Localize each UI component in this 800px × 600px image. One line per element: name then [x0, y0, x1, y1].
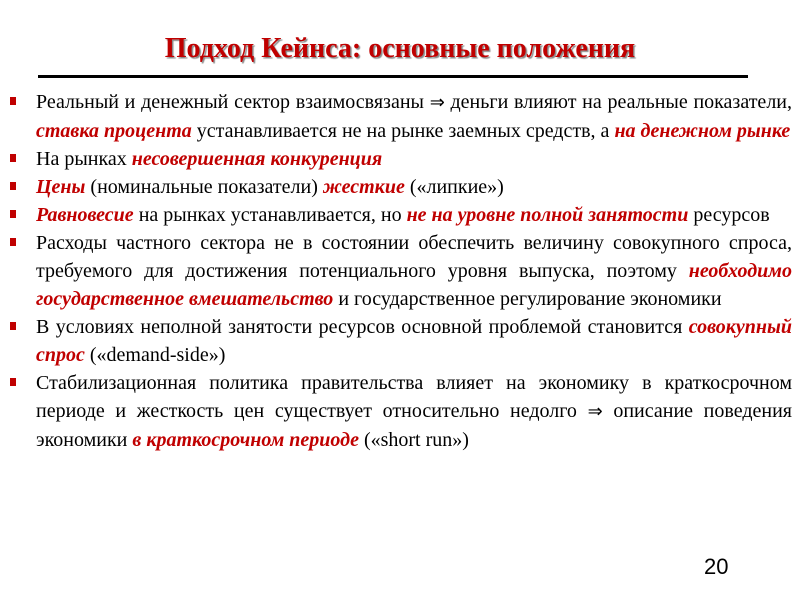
bullet-text: В условиях неполной занятости ресурсов основной проблемой становится	[36, 316, 689, 338]
square-bullet-icon	[10, 210, 16, 218]
square-bullet-icon	[10, 154, 16, 162]
emphasis-text: совокупный спрос	[36, 316, 792, 366]
bullet-text: («demand-side»)	[84, 344, 226, 366]
emphasis-text: Цены	[36, 176, 86, 198]
bullet-item	[8, 229, 792, 313]
emphasis-text: ставка процента	[36, 120, 192, 142]
bullet-text: и государственное регулирование экономики	[333, 288, 722, 310]
emphasis-text: жесткие	[322, 176, 405, 198]
bullet-text: на рынках устанавливается, но	[133, 204, 407, 226]
bullet-list	[8, 88, 792, 454]
bullet-item	[8, 88, 792, 145]
emphasis-text: Равновесие	[36, 204, 134, 226]
bullet-text: (номинальные показатели)	[85, 176, 323, 198]
bullet-text: На рынках	[36, 148, 132, 170]
bullet-text: Стабилизационная политика правительства влияет на экономику в краткосрочном периоде и жесткость цен существует относительно недолго	[36, 372, 792, 422]
implies-arrow-icon: ⇒	[429, 92, 445, 113]
emphasis-text: на денежном рынке	[614, 120, 791, 142]
bullet-text: («липкие»)	[404, 176, 504, 198]
implies-arrow-icon: ⇒	[587, 401, 603, 422]
emphasis-text: не на уровне полной занятости	[406, 204, 689, 226]
emphasis-text: необходимо государственное вмешательство	[36, 260, 792, 310]
emphasis-text: несовершенная конкуренция	[131, 148, 383, 170]
bullet-text: устанавливается не на рынке заемных средств, а	[191, 120, 615, 142]
bullet-item	[8, 173, 792, 201]
bullet-text: деньги влияют на реальные показатели,	[444, 91, 792, 113]
slide-title: Подход Кейнса: основные положения	[164, 33, 636, 64]
square-bullet-icon	[10, 378, 16, 386]
title-underline	[38, 75, 748, 78]
emphasis-text: в краткосрочном периоде	[132, 429, 359, 451]
bullet-item	[8, 201, 792, 229]
square-bullet-icon	[10, 238, 16, 246]
square-bullet-icon	[10, 182, 16, 190]
bullet-item	[8, 369, 792, 454]
square-bullet-icon	[10, 322, 16, 330]
bullet-text: описание поведения экономики	[36, 400, 792, 451]
bullet-text: Реальный и денежный сектор взаимосвязаны	[36, 91, 430, 113]
square-bullet-icon	[10, 97, 16, 105]
bullet-text: («short run»)	[358, 429, 469, 451]
bullet-item	[8, 313, 792, 369]
bullet-text: Расходы частного сектора не в состоянии обеспечить величину совокупного спроса, требуемого для достижения потенциального уровня выпуска, поэтому	[36, 232, 792, 282]
bullet-text: ресурсов	[688, 204, 770, 226]
bullet-item	[8, 145, 792, 173]
page-number: 20	[704, 554, 729, 579]
